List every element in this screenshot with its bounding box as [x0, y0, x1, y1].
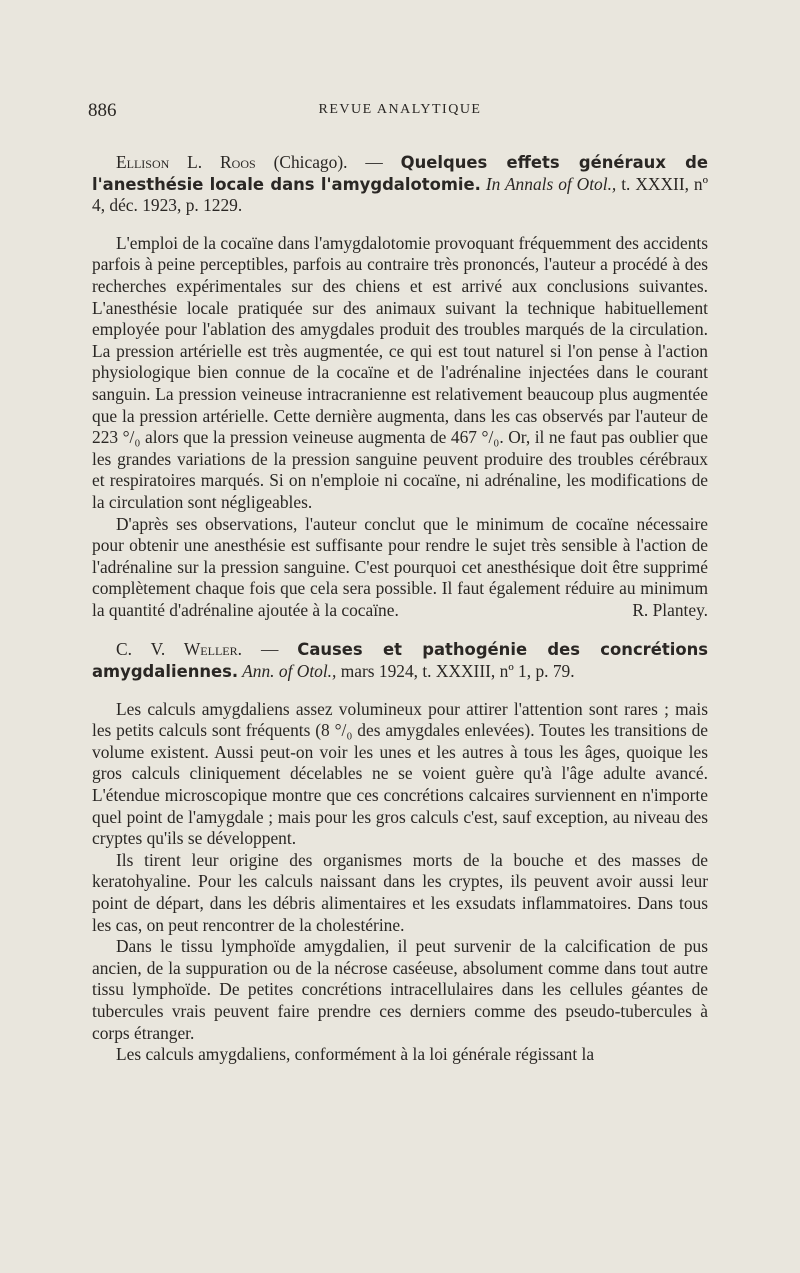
article-2-paragraph: Les calculs amygdaliens assez volumineux pour attirer l'attention sont rares ; mais les petits calculs sont fréquents (8 °/₀ des amygdales enlevées). Toutes les transitions de volume existent. Aussi peut-on voir les unes et les autres à tous les âges, quoique les gros calculs cliniquement décelables ne se voient guère qu'à l'âge adulte avancé. L'étendue microscopique montre que ces concrétions calcaires surviennent en n'importe quel point de l'amygdale ; mais pour les gros calculs c'est, sauf exception, au niveau des cryptes qu'ils se développent.: [92, 698, 708, 849]
article-1-paragraph: D'après ses observations, l'auteur conclut que le minimum de cocaïne nécessaire pour obtenir une anesthésie est suffisante pour rendre le sujet très sensible à l'action de l'adrénaline sur la pression sanguine. C'est pourquoi cet anesthésique doit être supprimé complètement chaque fois que cela sera possible. Il faut également réduire au minimum la quantité d'adrénaline ajoutée à la cocaïne. R. Plantey.: [92, 513, 708, 620]
page-header: [88, 100, 712, 128]
article-2-citation: mars 1924, t. XXXIII, nº 1, p. 79.: [336, 661, 575, 682]
article-2-paragraph: Les calculs amygdaliens, conformément à la loi générale régissant la: [116, 1044, 595, 1065]
article-2-journal: Ann. of Otol.,: [238, 661, 337, 682]
article-1-title: Quelques effets généraux de l'anesthésie locale dans l'amygdalotomie.: [92, 153, 709, 194]
article-1-paragraph: L'emploi de la cocaïne dans l'amygdalotomie provoquant fréquemment des accidents parfois à peine perceptibles, parfois au contraire très prononcés, l'auteur a procédé à des recherches expérimentales sur des chiens et est arrivé aux conclusions suivantes. L'anesthésie locale pratiquée sur des animaux suivant la technique habituellement employée pour l'ablation des amygdales produit des troubles marqués de la circulation. La pression artérielle est très augmentée, ce qui est tout naturel si l'on pense à l'action physiologique bien connue de la cocaïne et de l'adrénaline injectées dans le courant sanguin. La pression veineuse intracranienne est relativement beaucoup plus augmentée que la pression artérielle. Cette dernière augmenta, dans les cas observés par l'auteur de 223 °/₀ alors que la pression veineuse augmenta de 467 °/₀. Or, il ne faut pas oublier que les grandes variations de la pression sanguine peuvent produire des troubles cérébraux et respiratoires marqués. Si on n'emploie ni cocaïne, ni adrénaline, les modifications de la circulation sont négligeables.: [92, 232, 708, 512]
page-number: 886: [88, 100, 117, 121]
article-2-reference: [92, 639, 708, 682]
article-2-paragraph: Dans le tissu lymphoïde amygdalien, il peut survenir de la calcification de pus ancien, de la suppuration ou de la nécrose caséeuse, absolument comme dans tout autre tissu lymphoïde. De petites concrétions intracellulaires dans les cellules géantes de tubercules vrais peuvent faire prendre ces derniers comme des pseudo-tubercules à corps étranger.: [92, 936, 708, 1043]
article-1-author: Ellison L. Roos: [116, 152, 256, 172]
running-head: REVUE ANALYTIQUE: [318, 102, 482, 117]
article-1-reference: [92, 152, 708, 217]
article-2-dash: —: [241, 639, 298, 660]
article-1-journal: In Annals of Otol.,: [480, 173, 617, 194]
article-1-citation: t. XXXII, nº 4, déc. 1923, p. 1229.: [92, 173, 708, 216]
article-2-title: Causes et pathogénie des concrétions amygdaliennes.: [92, 640, 709, 682]
article-1-location: (Chicago). —: [255, 152, 401, 172]
article-2-author: C. V. Weller.: [116, 639, 242, 660]
article-2-paragraph: Ils tirent leur origine des organismes morts de la bouche et des masses de keratohyaline. Pour les calculs naissant dans les cryptes, ils peuvent avoir aussi leur point de départ, dans les débris alimentaires et les exsudats inflammatoires. Dans tous les cas, on peut rencontrer de la cholestérine.: [92, 849, 708, 935]
page-body: [92, 152, 708, 1066]
article-1-signature: R. Plantey.: [632, 599, 708, 620]
